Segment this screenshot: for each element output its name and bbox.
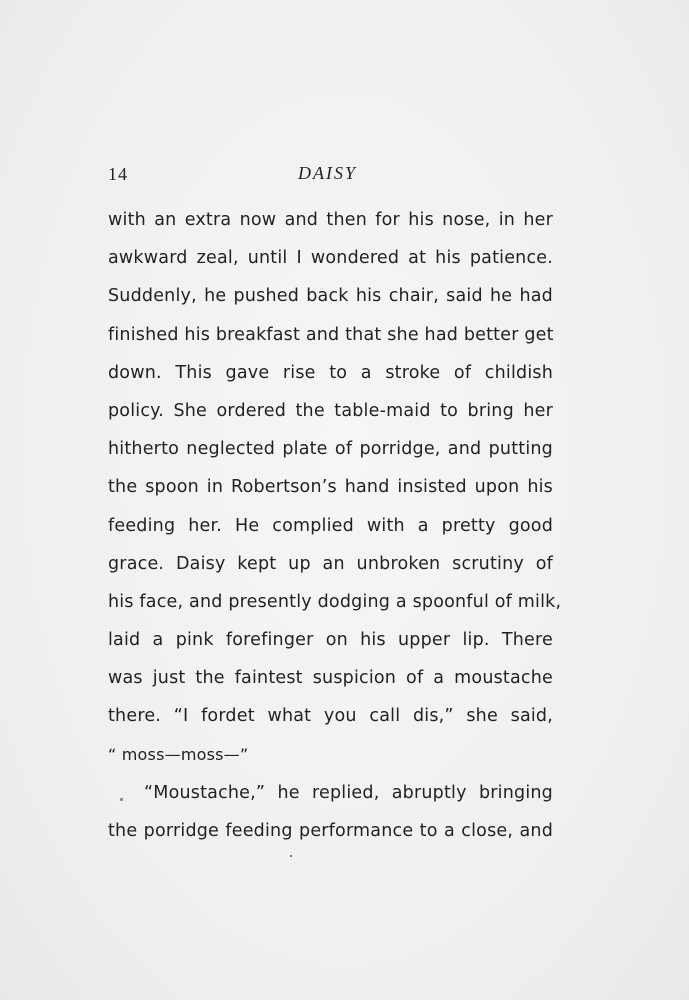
text-line: laid a pink forefinger on his upper lip. There: [108, 630, 553, 651]
text-line: his face, and presently dodging a spoonful of milk,: [108, 591, 562, 612]
body-text: [108, 201, 562, 850]
text-line: finished his breakfast and that she had better get: [108, 324, 554, 345]
text-line: policy. She ordered the table-maid to bring her: [108, 400, 553, 421]
text-line: “Moustache,” he replied, abruptly bringing: [144, 782, 553, 803]
paper-speck: [120, 798, 123, 801]
text-line: was just the faintest suspicion of a moustache: [108, 668, 553, 689]
text-line: with an extra now and then for his nose, in her: [108, 210, 553, 230]
page-header: [108, 160, 553, 186]
paper-speck: [290, 855, 292, 857]
running-title: DAISY: [298, 163, 357, 183]
text-line: awkward zeal, until I wondered at his patience.: [108, 248, 553, 269]
text-line: hitherto neglected plate of porridge, and putting: [108, 439, 553, 460]
text-line: feeding her. He complied with a pretty good: [108, 515, 553, 536]
page-number: 14: [108, 164, 128, 184]
text-line: grace. Daisy kept up an unbroken scrutiny of: [108, 553, 553, 574]
text-line: “ moss—moss—”: [108, 744, 249, 764]
text-line: there. “I fordet what you call dis,” she said,: [108, 706, 553, 727]
text-line: the porridge feeding performance to a close, and: [108, 821, 553, 841]
text-line: down. This gave rise to a stroke of childish: [108, 362, 553, 383]
text-line: Suddenly, he pushed back his chair, said he had: [108, 286, 553, 307]
text-line: the spoon in Robertson’s hand insisted upon his: [108, 477, 553, 498]
